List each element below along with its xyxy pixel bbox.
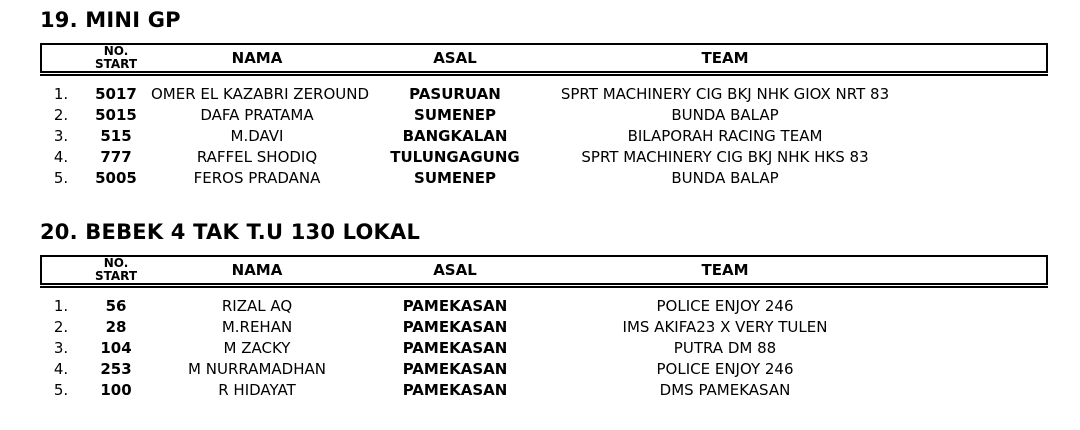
empty-cell (903, 338, 1047, 359)
rider-name: M ZACKY (223, 339, 291, 357)
row-number: 4. (53, 148, 69, 166)
rider-origin: PAMEKASAN (402, 339, 508, 357)
rider-origin: PAMEKASAN (402, 297, 508, 315)
col-header-team: TEAM (547, 256, 903, 286)
start-number: 56 (105, 297, 127, 315)
rider-name: FEROS PRADANA (193, 169, 321, 187)
start-number: 5005 (95, 169, 137, 187)
start-number: 100 (100, 381, 132, 399)
start-number: 5017 (95, 85, 137, 103)
row-number: 3. (53, 127, 69, 145)
col-header-no-start (81, 256, 151, 286)
rider-team: SPRT MACHINERY CIG BKJ NHK GIOX NRT 83 (560, 85, 890, 103)
start-list-table (40, 43, 1048, 189)
section-title: 20. BEBEK 4 TAK T.U 130 LOKAL (40, 220, 421, 244)
col-header-no-start-line2: START (94, 269, 138, 283)
empty-cell (903, 286, 1047, 318)
row-number: 2. (53, 106, 69, 124)
rider-origin: PAMEKASAN (402, 381, 508, 399)
col-header-nama: NAMA (151, 256, 363, 286)
col-header-spacer-empty (903, 44, 1047, 74)
section-mini-gp (40, 7, 1046, 189)
col-header-nama: NAMA (151, 44, 363, 74)
rider-name: M NURRAMADHAN (188, 360, 326, 378)
col-header-spacer-empty (903, 256, 1047, 286)
row-number: 4. (53, 360, 69, 378)
empty-cell (903, 359, 1047, 380)
rider-team: POLICE ENJOY 246 (656, 360, 794, 378)
table-row (41, 317, 1047, 338)
start-number: 515 (100, 127, 132, 145)
col-header-team: TEAM (547, 44, 903, 74)
col-header-no-start (81, 44, 151, 74)
rider-origin: PASURUAN (409, 85, 501, 103)
col-header-asal: ASAL (363, 256, 547, 286)
table-row (41, 74, 1047, 106)
rider-name: M.DAVI (230, 127, 284, 145)
rider-team: BILAPORAH RACING TEAM (627, 127, 823, 145)
row-number: 1. (53, 85, 69, 103)
empty-cell (903, 126, 1047, 147)
empty-cell (903, 147, 1047, 168)
table-row (41, 359, 1047, 380)
rider-name: M.REHAN (221, 318, 293, 336)
header-row (41, 256, 1047, 286)
rider-name: RIZAL AQ (221, 297, 293, 315)
col-header-asal: ASAL (363, 44, 547, 74)
start-list-table (40, 255, 1048, 401)
col-header-no-start-line2: START (94, 57, 138, 71)
header-row (41, 44, 1047, 74)
table-row (41, 168, 1047, 189)
empty-cell (903, 74, 1047, 106)
table-row (41, 380, 1047, 401)
rider-name: OMER EL KAZABRI ZEROUND (151, 85, 370, 103)
start-number: 104 (100, 339, 132, 357)
section-title: 19. MINI GP (40, 8, 181, 32)
rider-origin: BANGKALAN (402, 127, 508, 145)
table-row (41, 338, 1047, 359)
start-number: 777 (100, 148, 132, 166)
empty-cell (903, 380, 1047, 401)
rider-origin: PAMEKASAN (402, 360, 508, 378)
rider-team: PUTRA DM 88 (673, 339, 777, 357)
rider-team: SPRT MACHINERY CIG BKJ NHK HKS 83 (581, 148, 869, 166)
col-header-rownum-empty (41, 256, 81, 286)
row-number: 5. (53, 169, 69, 187)
rider-origin: SUMENEP (414, 169, 496, 187)
table-row (41, 105, 1047, 126)
start-number: 28 (105, 318, 127, 336)
rider-name: R HIDAYAT (218, 381, 296, 399)
row-number: 5. (53, 381, 69, 399)
rider-origin: SUMENEP (414, 106, 496, 124)
col-header-rownum-empty (41, 44, 81, 74)
empty-cell (903, 317, 1047, 338)
start-number: 5015 (95, 106, 137, 124)
row-number: 2. (53, 318, 69, 336)
rider-name: RAFFEL SHODIQ (196, 148, 318, 166)
rider-origin: PAMEKASAN (402, 318, 508, 336)
empty-cell (903, 168, 1047, 189)
rider-team: POLICE ENJOY 246 (656, 297, 794, 315)
section-bebek-4-tak (40, 219, 1046, 401)
rider-team: DMS PAMEKASAN (659, 381, 791, 399)
rider-team: BUNDA BALAP (671, 169, 779, 187)
rider-team: BUNDA BALAP (671, 106, 779, 124)
col-header-no-start-line1: NO. (103, 44, 129, 58)
table-row (41, 286, 1047, 318)
rider-name: DAFA PRATAMA (200, 106, 314, 124)
table-row (41, 147, 1047, 168)
col-header-no-start-line1: NO. (103, 256, 129, 270)
empty-cell (903, 105, 1047, 126)
table-row (41, 126, 1047, 147)
row-number: 1. (53, 297, 69, 315)
row-number: 3. (53, 339, 69, 357)
rider-origin: TULUNGAGUNG (390, 148, 520, 166)
start-number: 253 (100, 360, 132, 378)
rider-team: IMS AKIFA23 X VERY TULEN (622, 318, 828, 336)
